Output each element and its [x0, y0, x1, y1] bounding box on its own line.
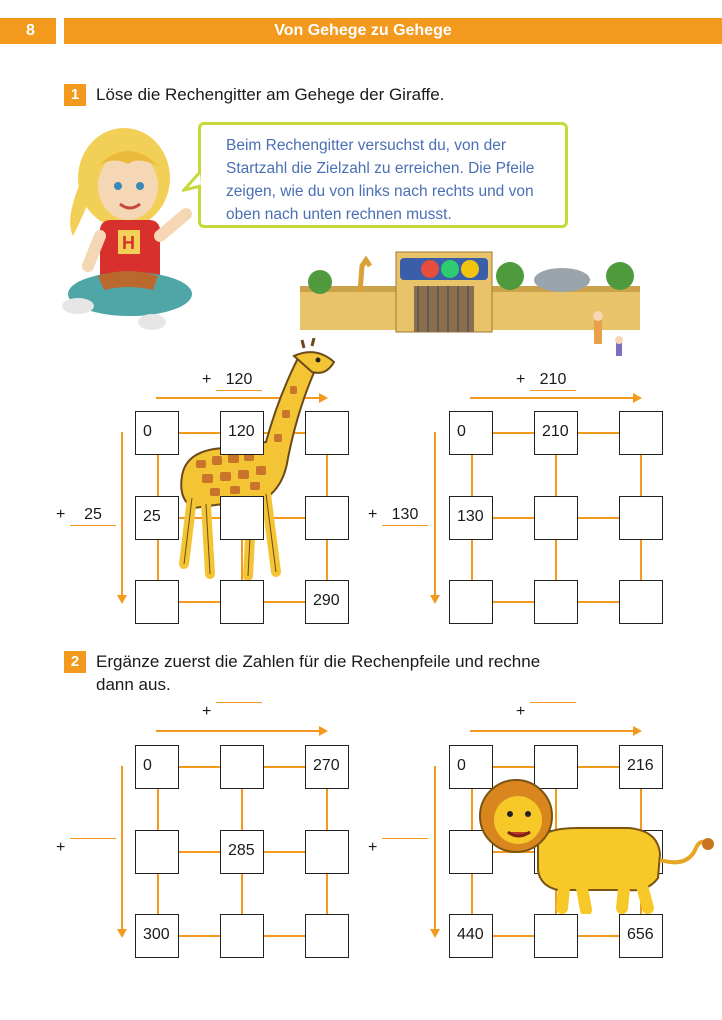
grid-d-left-operator: +: [368, 839, 378, 856]
grid-c-left-operator: +: [56, 839, 66, 856]
speech-bubble-text: Beim Rechengitter versuchst du, von der Startzahl die Zielzahl zu erreichen. Die Pfeile zeigen, wie du von links nach rechts und von oben nach unten rechnen musst.: [226, 137, 535, 223]
grid-b-cell-r3-c3[interactable]: [619, 580, 663, 624]
page-title: Von Gehege zu Gehege: [64, 18, 722, 44]
grid-b-top-value[interactable]: 210: [530, 370, 576, 391]
grid-c-cell-r1-c2[interactable]: [220, 745, 264, 789]
grid-d-left-value[interactable]: [382, 838, 428, 839]
grid-d-cell-r3-c3[interactable]: 656: [619, 914, 663, 958]
grid-d-top-operator: +: [516, 703, 526, 720]
grid-b-cell-r3-c1[interactable]: [449, 580, 493, 624]
grid-a-cell-r1-c2[interactable]: 120: [220, 411, 264, 455]
girl-illustration: [58, 126, 208, 338]
grid-c-cell-r3-c2[interactable]: [220, 914, 264, 958]
grid-c-cell-r2-c1[interactable]: [135, 830, 179, 874]
giraffe-illustration: [166, 338, 346, 588]
speech-bubble-tail: [182, 170, 204, 196]
grid-c-top-operator: +: [202, 703, 212, 720]
grid-d-cell-r3-c2[interactable]: [534, 914, 578, 958]
grid-a-left-value[interactable]: 25: [70, 505, 116, 526]
grid-a-cell-r2-c2[interactable]: [220, 496, 264, 540]
grid-c-cell-r2-c2[interactable]: 285: [220, 830, 264, 874]
grid-c-down-arrow: [121, 766, 123, 936]
grid-a-cell-r1-c1[interactable]: 0: [135, 411, 179, 455]
grid-c-cell-r1-c3[interactable]: 270: [305, 745, 349, 789]
zoo-entrance-illustration: [300, 246, 640, 358]
page-number: 8: [0, 18, 56, 44]
grid-b-cell-r2-c3[interactable]: [619, 496, 663, 540]
grid-a-top-value[interactable]: 120: [216, 370, 262, 391]
grid-a-cell-r3-c3[interactable]: 290: [305, 580, 349, 624]
svg-text:H: H: [122, 233, 135, 253]
grid-b-cell-r2-c1[interactable]: 130: [449, 496, 493, 540]
grid-d-cell-r1-c3[interactable]: 216: [619, 745, 663, 789]
task-2-instruction-line1: Ergänze zuerst die Zahlen für die Rechenpfeile und rechne: [96, 652, 541, 671]
grid-b-cell-r1-c1[interactable]: 0: [449, 411, 493, 455]
task-1-instruction: Löse die Rechengitter am Gehege der Giraffe.: [96, 85, 445, 104]
grid-a-down-arrow: [121, 432, 123, 602]
grid-a-cell-r2-c3[interactable]: [305, 496, 349, 540]
grid-d-cell-r1-c1[interactable]: 0: [449, 745, 493, 789]
grid-a-left-operator: +: [56, 506, 66, 523]
grid-a-cell-r1-c3[interactable]: [305, 411, 349, 455]
grid-b-left-value[interactable]: 130: [382, 505, 428, 526]
lion-illustration: [478, 778, 716, 914]
grid-b-cell-r3-c2[interactable]: [534, 580, 578, 624]
grid-d-right-arrow: [470, 730, 640, 732]
grid-d-top-value[interactable]: [530, 702, 576, 703]
grid-b-cell-r2-c2[interactable]: [534, 496, 578, 540]
grid-c-right-arrow: [156, 730, 326, 732]
grid-b-cell-r1-c2[interactable]: 210: [534, 411, 578, 455]
grid-c-top-value[interactable]: [216, 702, 262, 703]
grid-a-cell-r2-c1[interactable]: 25: [135, 496, 179, 540]
grid-c-cell-r3-c1[interactable]: 300: [135, 914, 179, 958]
grid-c-cell-r2-c3[interactable]: [305, 830, 349, 874]
grid-c-left-value[interactable]: [70, 838, 116, 839]
task-1-number: 1: [64, 84, 86, 106]
grid-d-cell-r3-c1[interactable]: 440: [449, 914, 493, 958]
grid-b-down-arrow: [434, 432, 436, 602]
grid-a-cell-r3-c1[interactable]: [135, 580, 179, 624]
grid-c-cell-r3-c3[interactable]: [305, 914, 349, 958]
grid-b-top-operator: +: [516, 371, 526, 388]
grid-c-cell-r1-c1[interactable]: 0: [135, 745, 179, 789]
task-2-instruction-line2: dann aus.: [96, 675, 171, 694]
grid-a-cell-r3-c2[interactable]: [220, 580, 264, 624]
grid-d-down-arrow: [434, 766, 436, 936]
task-2-number: 2: [64, 651, 86, 673]
grid-b-cell-r1-c3[interactable]: [619, 411, 663, 455]
grid-b-left-operator: +: [368, 506, 378, 523]
grid-a-top-operator: +: [202, 371, 212, 388]
grid-b-right-arrow: [470, 397, 640, 399]
